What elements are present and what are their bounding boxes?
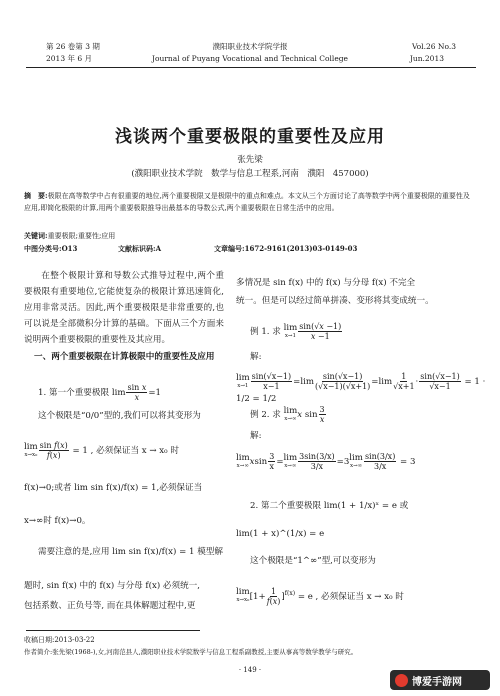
watermark-text: 博爱手游网 — [412, 676, 462, 688]
solution-2-label: 解: — [250, 431, 262, 441]
keywords — [24, 230, 115, 242]
header-rule — [26, 67, 476, 68]
watermark-logo — [390, 670, 490, 690]
limit-e-form: lim x→x₀ [1+ $\frac{1}{f(x)}$ ]$^{f(x)}$ — [236, 586, 296, 606]
volume-en: Vol.26 No.3 — [411, 42, 456, 51]
item-2-line: 2. 第二个重要极限 lim(1 + 1/x)ˣ = e 或 — [250, 501, 409, 511]
received-date: 收稿日期:2013-03-22 — [24, 636, 95, 644]
example-1 — [250, 322, 343, 341]
date-cn: 2013 年 6 月 — [46, 54, 93, 63]
right-paragraph-1: 多情况是 sin f(x) 中的 f(x) 与分母 f(x) 不完全 — [236, 278, 416, 288]
intro-paragraph: 在整个极限计算和导数公式推导过程中,两个重要极限有重要地位,它能使复杂的极限计算迅速简化,应用非常灵活。因此,两个重要极限是非常重要的,也可以说是全部微积分计算的基础。下面从三个方面来说明两个重要极限的重要性及其应用。 — [24, 271, 224, 345]
formula-line-1 — [24, 441, 224, 460]
article-affiliation: (濮阳职业技术学院 数学与信息工程系,河南 濮阳 457000) — [131, 169, 369, 179]
watermark-mark-icon — [395, 674, 408, 687]
article-number: 文章编号:1672-9161(2013)03-0149-03 — [214, 244, 358, 253]
paragraph-note: 需要注意的是,应用 lim sin f(x)/f(x) = 1 模型解 — [38, 547, 224, 557]
document-code: 文献标识码:A — [118, 244, 162, 253]
example-2-text: 例 2. 求 lim x→∞ x sin $\frac{3}{x}$ — [250, 405, 325, 424]
limit-sin-fx-x0: lim x→x₀ $\frac{\text{sin f(x)}}{f(x)}$ — [24, 441, 68, 460]
section-1-heading: 一、两个重要极限在计算极限中的重要性及应用 — [34, 352, 215, 362]
paragraph-fx-to-0: f(x)→0;或者 lim sin f(x)/f(x) = 1,必须保证当 — [24, 483, 203, 493]
item-2-line-b: lim(1 + x)^(1/x) = e — [236, 529, 325, 539]
solution-1-label: 解: — [250, 352, 262, 362]
solution-1-work — [236, 372, 500, 407]
paragraph-1-inf-form: 这个极限是“1^∞”型,可以变形为 — [250, 556, 376, 566]
keywords-label: 关键词: — [24, 231, 48, 240]
paragraph-00-form: 这个极限是“0/0”型的,我们可以将其变形为 — [38, 411, 201, 421]
solution-2-chain: lim x→∞ xsin $\frac{3}{x}$ =lim x→∞ $\frac{3\sin(3/x)}{3/x}$ =3lim x→∞ $\frac{\sin(3/x)}{3/x}$ — [236, 452, 396, 471]
item-1-line — [38, 383, 161, 402]
solution-2-work — [236, 452, 415, 471]
journal-cn: 濮阳职业技术学院学报 — [212, 42, 288, 51]
example-1-text: 例 1. 求 lim x→1 $\frac{\sin(√x -1)}{x -1}$ — [250, 322, 342, 341]
solution-1-result: = 1 · 1/2 = 1/2 — [236, 377, 486, 404]
date-en: Jun.2013 — [409, 54, 444, 63]
article-title: 浅谈两个重要极限的重要性及应用 — [115, 127, 385, 147]
volume-cn: 第 26 卷第 3 期 — [46, 42, 100, 51]
abstract-text: 极限在高等数学中占有很重要的地位,两个重要极限又是极限中的重点和难点。本文从三个方面讨论了高等数学中两个重要极限的重要性及应用,即简化极限的计算,用两个重要极限推导出最基本的导数公式,两个重要极限在日常生活中的应用。 — [24, 192, 470, 212]
journal-en: Journal of Puyang Vocational and Technical College — [151, 54, 348, 63]
clc-number: 中图分类号:O13 — [24, 244, 78, 253]
formula-line-2 — [236, 586, 482, 606]
paragraph-unify: 题时, sin f(x) 中的 f(x) 与分母 f(x) 必须统一, — [24, 581, 201, 591]
paragraph-coefficients: 包括系数、正负号等, 而在具体解题过程中,更 — [24, 601, 196, 611]
formula-line-1-tail: = 1 , 必须保证当 x → x₀ 时 — [72, 446, 179, 456]
item-1-label: 1. 第一个重要极限 — [38, 388, 110, 398]
article-author: 张先梁 — [237, 155, 263, 165]
keywords-text: 重要极限;重要性;应用 — [47, 232, 116, 240]
abstract — [24, 190, 476, 214]
solution-2-result: = 3 — [400, 457, 416, 467]
formula-line-2-tail: = e , 必须保证当 x → x₀ 时 — [297, 591, 404, 602]
example-2 — [250, 405, 327, 424]
footnote-rule — [26, 630, 200, 631]
page-number: · 149 · — [238, 666, 262, 674]
author-bio: 作者简介:张先梁(1968-),女,河南范县人,濮阳职业技术学院数学与信息工程系副教授,主要从事高等数学教学与研究。 — [24, 648, 358, 656]
paragraph-x-infinity: x→∞时 f(x)→0。 — [24, 516, 91, 526]
first-limit-formula: lim $\frac{\text{sin x}}{x}$ =1 — [111, 383, 162, 402]
abstract-label: 摘 要: — [24, 191, 48, 200]
solution-1-chain: lim x→1 $\frac{\sin(√x-1)}{x-1}$ =lim $\frac{\sin(√x-1)}{(√x-1)(√x+1)}$ =lim $\frac{1}{√x+1}$ · $\frac{\sin(√x-1)}{√x-1}$ — [236, 372, 460, 391]
right-paragraph-2: 统一。但是可以经过简单拼凑、变形将其变成统一。 — [236, 296, 434, 306]
